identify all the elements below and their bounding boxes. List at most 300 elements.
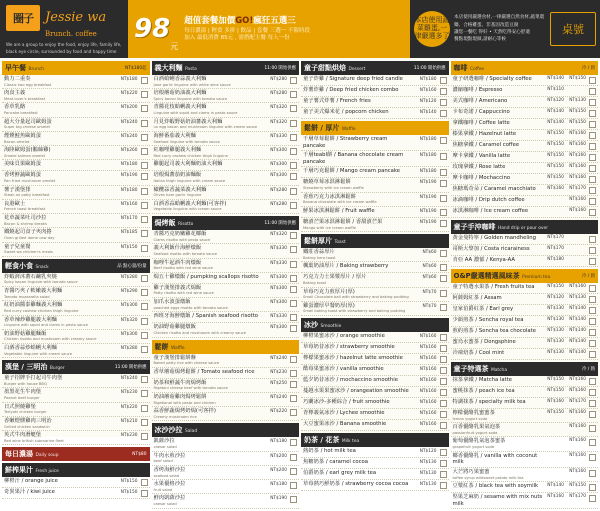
menu-item[interactable]: [2, 431, 150, 445]
order-checkbox[interactable]: [589, 389, 596, 396]
order-checkbox[interactable]: [589, 176, 596, 183]
menu-item[interactable]: [152, 437, 300, 451]
menu-item[interactable]: [301, 97, 449, 108]
menu-item-price-hot: NT$160: [547, 399, 564, 404]
menu-item-text: [453, 131, 545, 138]
order-checkbox[interactable]: [589, 77, 596, 84]
order-checkbox[interactable]: [290, 148, 297, 155]
menu-item[interactable]: [451, 119, 599, 130]
menu-item[interactable]: [301, 376, 449, 387]
order-checkbox[interactable]: [589, 411, 596, 418]
menu-item-name: 超大分量起司歐姆蛋: [4, 118, 52, 125]
order-checkbox[interactable]: [141, 419, 148, 426]
menu-item[interactable]: [451, 152, 599, 163]
menu-item-name: 蜜烏水蜜茶 / Dongsphine: [452, 339, 516, 345]
section-title: 童子手沖咖啡: [453, 223, 496, 231]
order-checkbox[interactable]: [290, 261, 297, 268]
menu-item[interactable]: [2, 214, 150, 228]
menu-item-name: 草莓熱巧鮮奶茶 / strawberry cocoa cocoa: [303, 481, 409, 488]
menu-item-text: [303, 249, 411, 260]
order-checkbox[interactable]: [440, 449, 447, 456]
order-checkbox[interactable]: [589, 165, 596, 172]
order-checkbox[interactable]: [589, 495, 596, 502]
menu-item-name: 海陸歐姆蛋(鵝絲雞): [4, 147, 51, 154]
menu-item[interactable]: [301, 108, 449, 119]
menu-item[interactable]: [2, 160, 150, 171]
order-checkbox[interactable]: [589, 209, 596, 216]
order-checkbox[interactable]: [589, 132, 596, 139]
menu-item-text: [303, 263, 411, 270]
order-checkbox[interactable]: [589, 154, 596, 161]
order-checkbox[interactable]: [141, 405, 148, 412]
menu-item[interactable]: [301, 420, 449, 431]
menu-item-price: NT$330: [270, 246, 287, 252]
section-title: 輕食小食: [5, 261, 33, 270]
menu-item[interactable]: [301, 75, 449, 86]
menu-item[interactable]: [2, 344, 150, 358]
order-checkbox[interactable]: [290, 77, 297, 84]
menu-item-price: NT$70: [422, 303, 437, 309]
menu-item-price-hot: NT$150: [547, 142, 564, 147]
order-checkbox[interactable]: [440, 400, 447, 407]
menu-item[interactable]: [301, 365, 449, 376]
order-checkbox[interactable]: [141, 162, 148, 169]
menu-item-text: [154, 274, 262, 281]
menu-item[interactable]: [2, 488, 150, 499]
order-checkbox[interactable]: [440, 275, 447, 282]
order-checkbox[interactable]: [141, 318, 148, 325]
menu-item[interactable]: [451, 294, 599, 305]
menu-item[interactable]: [451, 349, 599, 360]
order-checkbox[interactable]: [141, 376, 148, 383]
order-checkbox[interactable]: [589, 400, 596, 407]
menu-item[interactable]: [152, 171, 300, 185]
menu-item[interactable]: [451, 376, 599, 387]
order-checkbox[interactable]: [440, 304, 447, 311]
order-checkbox[interactable]: [589, 439, 596, 446]
menu-item[interactable]: [2, 200, 150, 214]
order-checkbox[interactable]: [290, 134, 297, 141]
section-header: [2, 447, 150, 461]
order-checkbox[interactable]: [141, 230, 148, 237]
order-checkbox[interactable]: [440, 460, 447, 467]
menu-item[interactable]: [451, 482, 599, 493]
menu-item[interactable]: [301, 167, 449, 178]
menu-item-text: [453, 208, 545, 215]
menu-item[interactable]: [152, 466, 300, 480]
menu-item[interactable]: [451, 185, 599, 196]
menu-item-price: NT$180: [419, 169, 437, 175]
menu-item[interactable]: [451, 97, 599, 108]
menu-item-price: NT$150: [120, 490, 138, 496]
menu-item[interactable]: [152, 494, 300, 508]
menu-item[interactable]: [301, 409, 449, 420]
menu-item-name: 日式照燒雞堡: [4, 403, 36, 410]
order-checkbox[interactable]: [440, 169, 447, 176]
order-checkbox[interactable]: [440, 88, 447, 95]
order-checkbox[interactable]: [141, 77, 148, 84]
menu-item[interactable]: [451, 174, 599, 185]
order-checkbox[interactable]: [290, 162, 297, 169]
menu-item[interactable]: [301, 343, 449, 354]
menu-item[interactable]: [301, 86, 449, 97]
order-checkbox[interactable]: [290, 395, 297, 402]
menu-item[interactable]: [301, 193, 449, 207]
section-header: [301, 234, 449, 248]
order-checkbox[interactable]: [141, 148, 148, 155]
order-checkbox[interactable]: [440, 482, 447, 489]
order-checkbox[interactable]: [440, 110, 447, 117]
order-checkbox[interactable]: [589, 307, 596, 314]
menu-item[interactable]: [451, 256, 599, 267]
menu-item-text: [4, 432, 112, 443]
order-checkbox[interactable]: [440, 137, 447, 144]
menu-item-price-pair: [544, 120, 586, 125]
order-checkbox[interactable]: [589, 121, 596, 128]
menu-item[interactable]: [301, 218, 449, 232]
menu-item-name: 大芒將巧果蜜蜜: [452, 468, 490, 475]
order-checkbox[interactable]: [290, 120, 297, 127]
menu-item[interactable]: [2, 330, 150, 344]
promo-text-block: [184, 16, 310, 42]
menu-item[interactable]: [2, 417, 150, 431]
menu-item-price-pair: [544, 76, 586, 81]
menu-item[interactable]: [152, 393, 300, 407]
order-checkbox[interactable]: [440, 378, 447, 385]
menu-item[interactable]: [451, 86, 599, 97]
order-checkbox[interactable]: [440, 209, 447, 216]
menu-item[interactable]: [152, 273, 300, 284]
menu-item[interactable]: [2, 228, 150, 242]
menu-item[interactable]: [301, 398, 449, 409]
section-title-en: Waffle: [170, 345, 185, 351]
menu-item-name-en: Linguine with squid and clams in pesto sauce: [4, 323, 88, 328]
order-checkbox[interactable]: [290, 314, 297, 321]
menu-item[interactable]: [2, 118, 150, 132]
order-checkbox[interactable]: [589, 258, 596, 265]
menu-item[interactable]: [301, 458, 449, 469]
menu-item[interactable]: [152, 323, 300, 337]
menu-item-price: NT$130: [419, 471, 437, 477]
menu-item[interactable]: [2, 132, 150, 146]
menu-item[interactable]: [451, 423, 599, 437]
order-checkbox[interactable]: [440, 345, 447, 352]
section-title-en: Waffle: [341, 127, 356, 132]
order-checkbox[interactable]: [589, 187, 596, 194]
order-checkbox[interactable]: [589, 143, 596, 150]
order-checkbox[interactable]: [589, 340, 596, 347]
order-checkbox[interactable]: [290, 409, 297, 416]
menu-item-text: [303, 152, 411, 165]
menu-item[interactable]: [451, 316, 599, 327]
order-checkbox[interactable]: [589, 99, 596, 106]
menu-item[interactable]: [2, 388, 150, 402]
menu-item[interactable]: [2, 103, 150, 117]
menu-item[interactable]: [301, 273, 449, 287]
menu-item[interactable]: [2, 287, 150, 301]
order-checkbox[interactable]: [290, 496, 297, 503]
menu-item[interactable]: [451, 196, 599, 207]
order-checkbox[interactable]: [290, 381, 297, 388]
menu-item[interactable]: [2, 301, 150, 315]
order-checkbox[interactable]: [290, 91, 297, 98]
order-checkbox[interactable]: [141, 490, 148, 497]
menu-item-name-en: Baking hero toast: [303, 255, 336, 260]
menu-item[interactable]: [152, 407, 300, 421]
menu-item[interactable]: [152, 132, 300, 146]
order-checkbox[interactable]: [440, 180, 447, 187]
order-checkbox[interactable]: [589, 470, 596, 477]
menu-item-price-cold: NT$150: [569, 483, 586, 489]
menu-item-name-en: Pan fried mushroom omelet: [4, 179, 56, 184]
menu-item-name-en: Teriyaki chicken burger: [4, 410, 47, 415]
menu-item[interactable]: [152, 452, 300, 466]
menu-item-price-cold: NT$160: [569, 208, 586, 213]
menu-item-name-en: Clams risotto with pesto sauce: [153, 237, 211, 242]
order-checkbox[interactable]: [290, 232, 297, 239]
order-checkbox[interactable]: [440, 367, 447, 374]
menu-item[interactable]: [152, 480, 300, 494]
order-checkbox[interactable]: [141, 91, 148, 98]
order-checkbox[interactable]: [589, 454, 596, 461]
table-number-box[interactable]: 桌號: [550, 12, 596, 46]
menu-item[interactable]: [451, 130, 599, 141]
menu-item[interactable]: [152, 312, 300, 323]
menu-item-name: 香草蘑菇焗烤鬆餅 / Tomato seafood rice: [153, 368, 255, 375]
order-checkbox[interactable]: [290, 325, 297, 332]
section-header-left: [5, 449, 59, 459]
order-checkbox[interactable]: [589, 318, 596, 325]
order-checkbox[interactable]: [141, 275, 148, 282]
order-checkbox[interactable]: [290, 188, 297, 195]
menu-item[interactable]: [2, 75, 150, 89]
menu-item-name: 千層teabl餅 / Banana chocolate cream pancake: [303, 152, 404, 165]
order-checkbox[interactable]: [141, 479, 148, 486]
menu-item[interactable]: [301, 302, 449, 316]
order-checkbox[interactable]: [589, 88, 596, 95]
order-checkbox[interactable]: [290, 370, 297, 377]
order-checkbox[interactable]: [141, 188, 148, 195]
menu-item[interactable]: [451, 163, 599, 174]
menu-item[interactable]: [301, 288, 449, 302]
menu-item-text: [453, 438, 545, 449]
menu-item[interactable]: [152, 146, 300, 160]
menu-item-text: [154, 245, 262, 256]
menu-item[interactable]: [2, 243, 150, 257]
order-checkbox[interactable]: [141, 216, 148, 223]
menu-item-name: 哥斯大黎加 / Costa ricarainess: [452, 246, 530, 252]
menu-item[interactable]: [451, 234, 599, 245]
menu-item[interactable]: [451, 245, 599, 256]
menu-item[interactable]: [152, 103, 300, 117]
order-checkbox[interactable]: [589, 285, 596, 292]
order-checkbox[interactable]: [290, 356, 297, 363]
menu-item[interactable]: [2, 374, 150, 388]
order-checkbox[interactable]: [440, 250, 447, 257]
menu-item-text: [4, 331, 112, 342]
menu-item[interactable]: [152, 186, 300, 200]
order-checkbox[interactable]: [290, 482, 297, 489]
order-checkbox[interactable]: [440, 264, 447, 271]
menu-section: [152, 61, 300, 214]
menu-item[interactable]: [301, 248, 449, 262]
order-checkbox[interactable]: [141, 303, 148, 310]
menu-item[interactable]: [152, 244, 300, 258]
menu-item[interactable]: [301, 178, 449, 192]
menu-item[interactable]: [152, 368, 300, 379]
menu-item-price: NT$190: [419, 208, 437, 214]
order-checkbox[interactable]: [589, 198, 596, 205]
menu-item-price-pair: [544, 98, 586, 103]
menu-item[interactable]: [2, 273, 150, 287]
order-checkbox[interactable]: [440, 220, 447, 227]
menu-item-text: [303, 366, 411, 373]
order-checkbox[interactable]: [290, 286, 297, 293]
menu-item[interactable]: [301, 469, 449, 480]
order-checkbox[interactable]: [589, 378, 596, 385]
menu-item[interactable]: [152, 259, 300, 273]
menu-item[interactable]: [451, 207, 599, 218]
order-checkbox[interactable]: [589, 236, 596, 243]
menu-item[interactable]: [152, 230, 300, 244]
menu-item-name-en: Bacon omelet: [4, 139, 30, 144]
menu-item-price-pair: [544, 257, 586, 262]
order-checkbox[interactable]: [141, 332, 148, 339]
menu-item[interactable]: [451, 327, 599, 338]
menu-item[interactable]: [451, 409, 599, 423]
order-checkbox[interactable]: [440, 99, 447, 106]
menu-item[interactable]: [301, 332, 449, 343]
menu-item[interactable]: [451, 387, 599, 398]
menu-item-price: NT$160: [120, 201, 138, 207]
menu-item[interactable]: [2, 89, 150, 103]
order-checkbox[interactable]: [141, 105, 148, 112]
menu-item[interactable]: [301, 262, 449, 273]
order-checkbox[interactable]: [440, 356, 447, 363]
order-checkbox[interactable]: [141, 173, 148, 180]
order-checkbox[interactable]: [290, 454, 297, 461]
menu-item-name-en: Creamy mushroom rice: [153, 414, 197, 419]
menu-item[interactable]: [301, 387, 449, 398]
menu-item-price-pair: [544, 153, 586, 158]
order-checkbox[interactable]: [290, 105, 297, 112]
menu-item[interactable]: [152, 160, 300, 171]
menu-item[interactable]: [301, 207, 449, 218]
order-checkbox[interactable]: [589, 296, 596, 303]
menu-item[interactable]: [152, 200, 300, 214]
order-checkbox[interactable]: [290, 439, 297, 446]
promo-unit: 元: [170, 42, 179, 51]
order-checkbox[interactable]: [589, 329, 596, 336]
order-checkbox[interactable]: [589, 484, 596, 491]
menu-item[interactable]: [451, 305, 599, 316]
menu-item-price: NT$60: [422, 275, 437, 281]
menu-item[interactable]: [451, 493, 599, 509]
menu-item-text: [303, 194, 411, 205]
order-checkbox[interactable]: [589, 247, 596, 254]
menu-item[interactable]: [152, 354, 300, 368]
order-checkbox[interactable]: [440, 411, 447, 418]
menu-item[interactable]: [2, 146, 150, 160]
order-checkbox[interactable]: [440, 389, 447, 396]
menu-item[interactable]: [2, 171, 150, 185]
menu-item[interactable]: [451, 108, 599, 119]
order-checkbox[interactable]: [589, 351, 596, 358]
menu-item-price-pair: [544, 164, 586, 169]
menu-item-text: [303, 481, 411, 488]
order-checkbox[interactable]: [141, 433, 148, 440]
menu-item[interactable]: [2, 403, 150, 417]
menu-item[interactable]: [152, 284, 300, 298]
order-checkbox[interactable]: [440, 290, 447, 297]
menu-item-price-pair: [544, 438, 586, 443]
menu-column: [2, 61, 150, 509]
menu-item[interactable]: [2, 477, 150, 488]
order-checkbox[interactable]: [141, 390, 148, 397]
menu-item[interactable]: [451, 338, 599, 349]
order-checkbox[interactable]: [141, 245, 148, 252]
menu-item[interactable]: [2, 186, 150, 200]
menu-item[interactable]: [152, 298, 300, 312]
menu-item[interactable]: [451, 75, 599, 86]
order-checkbox[interactable]: [589, 425, 596, 432]
order-checkbox[interactable]: [290, 173, 297, 180]
menu-item[interactable]: [152, 89, 300, 103]
order-checkbox[interactable]: [141, 120, 148, 127]
order-checkbox[interactable]: [440, 422, 447, 429]
menu-item[interactable]: [301, 354, 449, 365]
order-checkbox[interactable]: [589, 110, 596, 117]
menu-item[interactable]: [451, 437, 599, 451]
order-checkbox[interactable]: [440, 153, 447, 160]
menu-item[interactable]: [152, 118, 300, 132]
menu-item[interactable]: [451, 452, 599, 468]
menu-item[interactable]: [152, 75, 300, 89]
menu-item[interactable]: [301, 135, 449, 151]
section-title-en: Milk tea: [341, 439, 360, 445]
order-checkbox[interactable]: [141, 202, 148, 209]
menu-item[interactable]: [301, 447, 449, 458]
menu-item[interactable]: [451, 141, 599, 152]
order-checkbox[interactable]: [290, 468, 297, 475]
order-checkbox[interactable]: [440, 77, 447, 84]
menu-section: [451, 269, 599, 360]
menu-item-name-en: Jane garlic linguine with white wine sauce: [153, 82, 231, 87]
menu-item-text: [154, 481, 262, 492]
order-checkbox[interactable]: [440, 334, 447, 341]
order-checkbox[interactable]: [440, 195, 447, 202]
order-checkbox[interactable]: [141, 289, 148, 296]
order-checkbox[interactable]: [290, 202, 297, 209]
order-checkbox[interactable]: [141, 346, 148, 353]
menu-item[interactable]: [451, 398, 599, 409]
menu-item[interactable]: [451, 283, 599, 294]
order-checkbox[interactable]: [440, 471, 447, 478]
order-checkbox[interactable]: [141, 134, 148, 141]
menu-item[interactable]: [301, 151, 449, 167]
order-checkbox[interactable]: [290, 275, 297, 282]
order-checkbox[interactable]: [290, 246, 297, 253]
order-checkbox[interactable]: [290, 300, 297, 307]
menu-item[interactable]: [2, 316, 150, 330]
menu-item-text: [453, 109, 545, 116]
menu-item[interactable]: [152, 379, 300, 393]
menu-item-price: NT$280: [120, 274, 138, 280]
menu-item[interactable]: [301, 480, 449, 491]
menu-item-text: [4, 119, 112, 130]
menu-item[interactable]: [451, 468, 599, 482]
menu-item-price: NT$160: [419, 411, 437, 417]
